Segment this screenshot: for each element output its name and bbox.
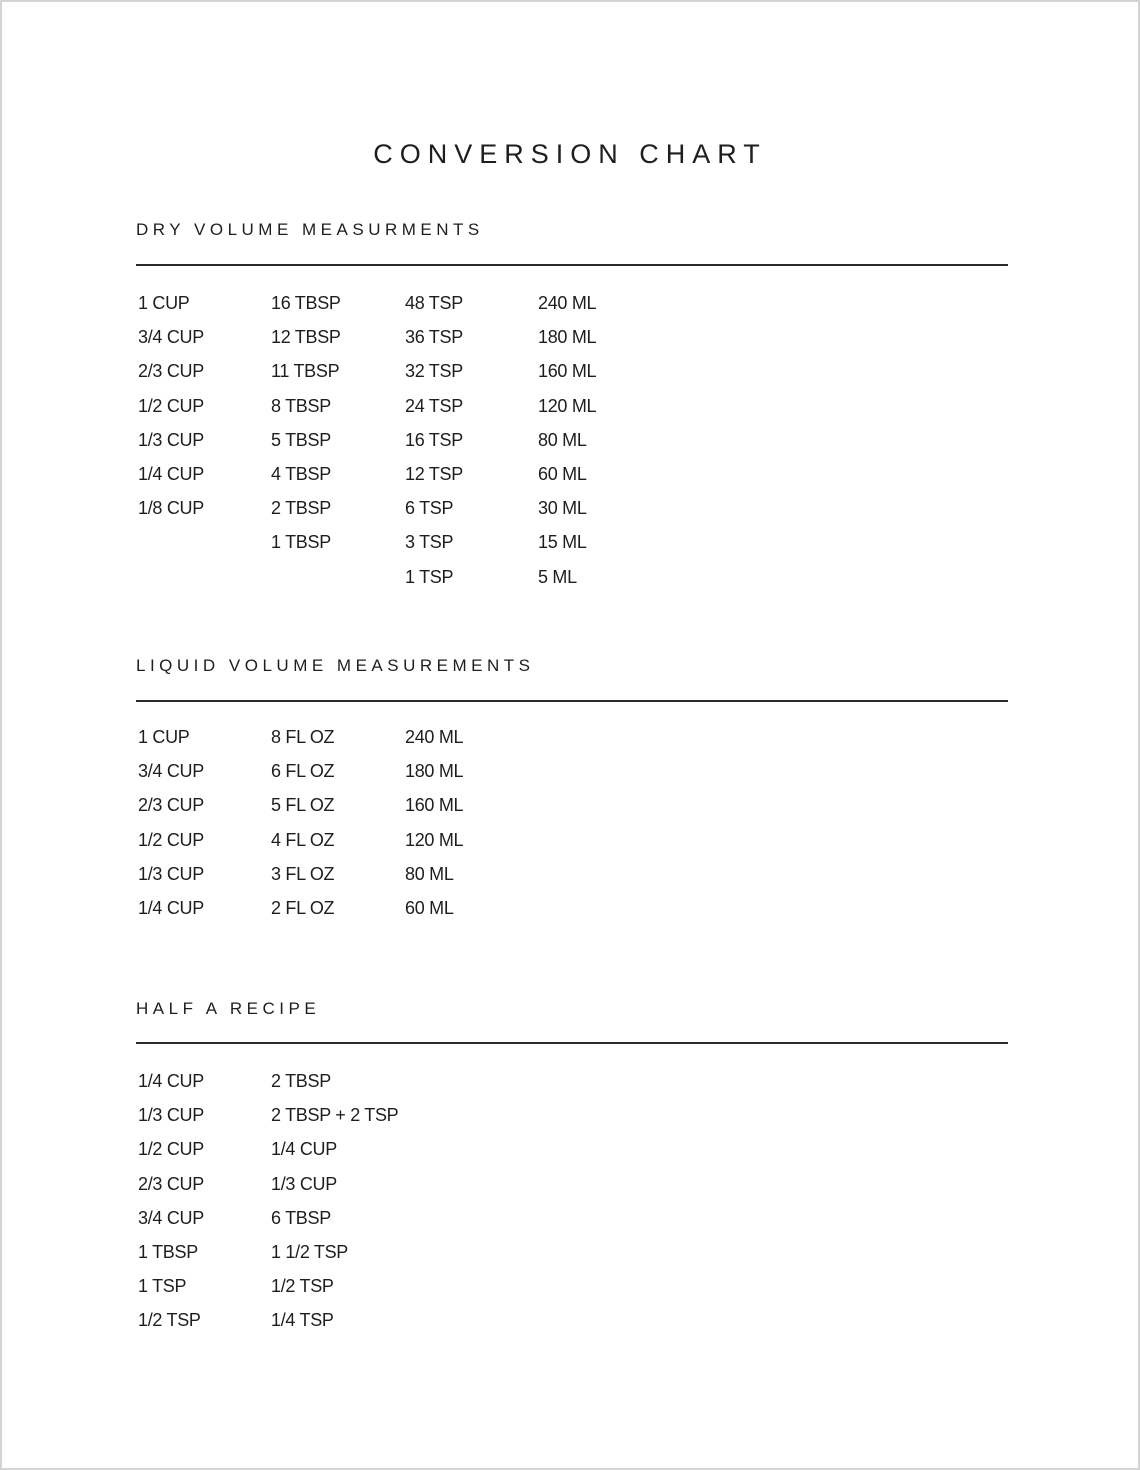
table-cell: 48 TSP [405, 293, 463, 313]
table-cell: 36 TSP [405, 327, 463, 348]
section-heading-dry-volume: DRY VOLUME MEASURMENTS [136, 220, 484, 239]
liquid-volume-table [138, 726, 1008, 931]
section-heading-half-a-recipe: HALF A RECIPE [136, 999, 321, 1018]
table-row [138, 566, 1008, 600]
half-a-recipe-table [138, 1070, 1008, 1344]
page-title: CONVERSION CHART [373, 139, 767, 169]
table-cell: 120 ML [538, 395, 597, 416]
table-cell: 1/4 CUP [138, 463, 204, 484]
table-row [138, 1104, 1008, 1138]
table-cell: 120 ML [405, 829, 464, 850]
table-row [138, 829, 1008, 863]
table-cell: 1/4 CUP [138, 1071, 204, 1091]
table-cell: 2 TBSP [271, 498, 331, 519]
table-row [138, 726, 1008, 760]
table-row [138, 760, 1008, 794]
table-cell: 3 TSP [405, 532, 454, 553]
table-cell: 2/3 CUP [138, 1173, 204, 1194]
table-cell: 2 TBSP [271, 1071, 331, 1091]
table-cell: 1/2 CUP [138, 829, 204, 850]
table-cell: 32 TSP [405, 361, 463, 382]
table-cell: 1/4 CUP [138, 897, 204, 918]
table-cell: 12 TBSP [271, 327, 341, 348]
table-row [138, 863, 1008, 897]
table-cell: 16 TSP [405, 429, 463, 450]
table-cell: 60 ML [538, 463, 587, 484]
table-cell: 1/4 TSP [271, 1310, 334, 1331]
table-row [138, 326, 1008, 360]
table-cell: 1/8 CUP [138, 498, 204, 519]
table-row [138, 497, 1008, 531]
table-row [138, 1070, 1008, 1104]
table-row [138, 1173, 1008, 1207]
table-cell: 6 FL OZ [271, 761, 335, 782]
table-cell: 3 FL OZ [271, 863, 335, 884]
table-cell: 12 TSP [405, 463, 463, 484]
table-cell: 1 CUP [138, 293, 190, 313]
table-row [138, 395, 1008, 429]
table-cell: 4 TBSP [271, 463, 331, 484]
table-cell: 80 ML [538, 429, 587, 450]
table-cell: 5 FL OZ [271, 795, 335, 816]
section-half-a-recipe [136, 999, 1008, 1331]
table-cell: 1 TBSP [271, 532, 331, 553]
table-cell: 8 FL OZ [271, 727, 335, 747]
table-cell: 80 ML [405, 863, 454, 884]
table-row [138, 1138, 1008, 1172]
table-cell: 15 ML [538, 532, 587, 553]
table-cell: 24 TSP [405, 395, 463, 416]
table-cell: 8 TBSP [271, 395, 331, 416]
table-cell: 1/3 CUP [138, 863, 204, 884]
table-cell: 1/3 CUP [138, 429, 204, 450]
table-row [138, 1309, 1008, 1343]
table-cell: 180 ML [538, 327, 597, 348]
table-cell: 1/2 TSP [138, 1310, 201, 1331]
table-cell: 2 TBSP + 2 TSP [271, 1105, 399, 1126]
section-dry-volume [136, 220, 1008, 587]
section-divider [136, 700, 1008, 702]
table-cell: 5 TBSP [271, 429, 331, 450]
table-row [138, 360, 1008, 394]
table-cell: 1 TSP [405, 566, 454, 587]
table-cell: 2/3 CUP [138, 795, 204, 816]
table-cell: 3/4 CUP [138, 327, 204, 348]
dry-volume-table [138, 292, 1008, 600]
table-row [138, 1241, 1008, 1275]
table-cell: 5 ML [538, 566, 577, 587]
table-cell: 1/4 CUP [271, 1139, 337, 1160]
table-cell: 3/4 CUP [138, 761, 204, 782]
table-cell: 6 TBSP [271, 1207, 331, 1228]
section-heading-liquid-volume: LIQUID VOLUME MEASUREMENTS [136, 656, 535, 675]
table-row [138, 1275, 1008, 1309]
table-cell: 60 ML [405, 897, 454, 918]
table-cell: 30 ML [538, 498, 587, 519]
table-row [138, 794, 1008, 828]
table-cell: 240 ML [538, 293, 597, 313]
table-cell: 1/3 CUP [271, 1173, 337, 1194]
table-cell: 240 ML [405, 727, 464, 747]
table-cell: 4 FL OZ [271, 829, 335, 850]
section-liquid-volume [136, 656, 1008, 918]
table-row [138, 1207, 1008, 1241]
table-cell: 1 TBSP [138, 1241, 198, 1262]
table-row [138, 429, 1008, 463]
table-cell: 160 ML [538, 361, 597, 382]
section-divider [136, 1042, 1008, 1044]
table-cell: 1/2 TSP [271, 1276, 334, 1297]
table-cell: 11 TBSP [271, 361, 340, 382]
table-cell: 1 1/2 TSP [271, 1241, 349, 1262]
table-cell: 1 TSP [138, 1276, 187, 1297]
table-row [138, 531, 1008, 565]
table-cell: 2/3 CUP [138, 361, 204, 382]
table-cell: 180 ML [405, 761, 464, 782]
table-row [138, 463, 1008, 497]
table-cell: 1/2 CUP [138, 1139, 204, 1160]
table-row [138, 897, 1008, 931]
table-cell: 160 ML [405, 795, 464, 816]
table-cell: 1 CUP [138, 727, 190, 747]
table-cell: 2 FL OZ [271, 897, 335, 918]
table-cell: 1/3 CUP [138, 1105, 204, 1126]
section-divider [136, 264, 1008, 266]
table-cell: 1/2 CUP [138, 395, 204, 416]
table-cell: 6 TSP [405, 498, 454, 519]
table-cell: 16 TBSP [271, 293, 341, 313]
table-row [138, 292, 1008, 326]
table-cell: 3/4 CUP [138, 1207, 204, 1228]
